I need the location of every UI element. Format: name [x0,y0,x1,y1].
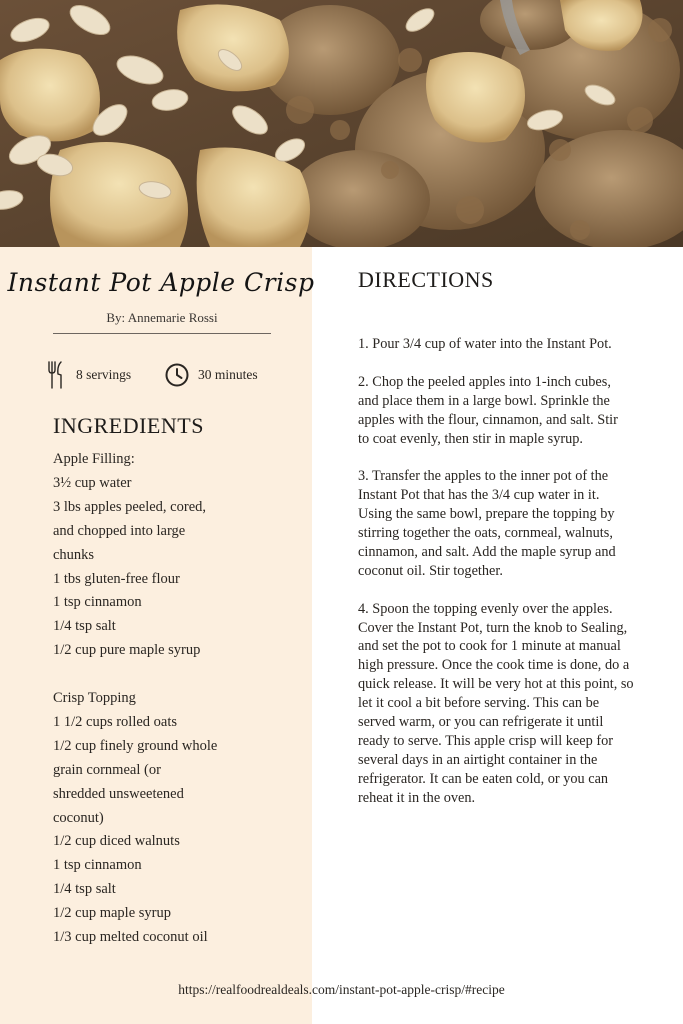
direction-line: to coat evenly, then stir in maple syrup. [358,430,583,447]
direction-line: coconut oil. Stir together. [358,562,503,579]
direction-line: apples with the flour, cinnamon, and salt. Stir [358,411,618,428]
ingredient-line: 1 1/2 cups rolled oats [53,713,178,730]
ingredient-line [53,663,243,687]
direction-line: quick release. It will be very hot at this point, so [358,676,634,693]
ingredient-line: chunks [53,546,95,563]
total-time-text: 30 minutes [198,367,258,382]
ingredients-heading: INGREDIENTS [53,413,204,438]
hero-photo [0,0,683,247]
ingredient-line: 1/4 tsp salt [53,618,116,635]
ingredient-line: shredded unsweetened [53,785,184,802]
direction-step-3 [358,467,658,580]
ingredient-line: and chopped into large [53,522,186,539]
direction-line: Using the same bowl, prepare the topping by [358,506,615,523]
direction-step-4 [358,600,658,808]
ingredient-line: 1/2 cup diced walnuts [53,833,180,850]
direction-line: 2. Chop the peeled apples into 1-inch cubes, [358,373,611,390]
recipe-meta [46,360,286,390]
ingredient-line: 1/2 cup maple syrup [53,905,171,922]
recipe-author: By: Annemarie Rossi [106,310,218,325]
direction-line: reheat it in the oven. [358,789,476,806]
ingredient-line: 1/2 cup pure maple syrup [53,642,201,659]
servings-text: 8 servings [76,367,132,382]
direction-line: cinnamon, and salt. Add the maple syrup and [358,543,616,560]
direction-line: 4. Spoon the topping evenly over the apples. [358,600,613,617]
ingredient-line: Crisp Topping [53,690,136,707]
direction-line: high pressure. Once the cook time is done, do a [358,657,630,674]
ingredient-line: 3 lbs apples peeled, cored, [53,498,207,515]
direction-line: and set the pot to cook for 1 minute at manual [358,638,621,655]
source-url: https://realfoodrealdeals.com/instant-pot-apple-crisp/#recipe [178,982,505,997]
direction-line: ready to serve. This apple crisp will keep for [358,732,614,749]
clock-icon [164,362,190,388]
recipe-title: Instant Pot Apple Crisp [7,268,315,297]
direction-line: let it cool a bit before serving. This can be [358,695,600,712]
direction-line: Instant Pot that has the 3/4 cup water in it. [358,487,600,504]
ingredient-line: 3½ cup water [53,474,132,491]
ingredient-line: grain cornmeal (or [53,761,161,778]
ingredient-line: 1/2 cup finely ground whole [53,737,218,754]
ingredient-line: 1 tsp cinnamon [53,857,142,874]
direction-step-1 [358,335,658,354]
ingredients-list [53,448,243,950]
fork-knife-icon [46,360,66,390]
direction-line: 1. Pour 3/4 cup of water into the Instant Pot. [358,336,612,352]
title-divider [53,333,271,334]
direction-line: 3. Transfer the apples to the inner pot of the [358,468,609,485]
direction-line: several days in an airtight container in the [358,751,598,768]
directions-list [358,335,658,827]
ingredient-line: coconut) [53,809,104,826]
ingredient-line: 1 tbs gluten-free flour [53,570,180,587]
ingredient-line: 1 tsp cinnamon [53,594,142,611]
direction-line: served warm, or you can refrigerate it until [358,714,604,731]
direction-line: stirring together the oats, cornmeal, walnuts, [358,525,613,542]
ingredient-line: 1/4 tsp salt [53,881,116,898]
direction-line: and place them in a large bowl. Sprinkle the [358,392,610,409]
direction-line: Cover the Instant Pot, turn the knob to Sealing, [358,619,628,636]
apple-crisp-photo [0,0,683,247]
direction-line: refrigerator. It can be eaten cold, or you can [358,770,609,787]
ingredient-line: 1/3 cup melted coconut oil [53,929,208,946]
directions-heading: DIRECTIONS [358,267,494,292]
ingredient-line: Apple Filling: [53,451,135,467]
direction-step-2 [358,373,658,449]
